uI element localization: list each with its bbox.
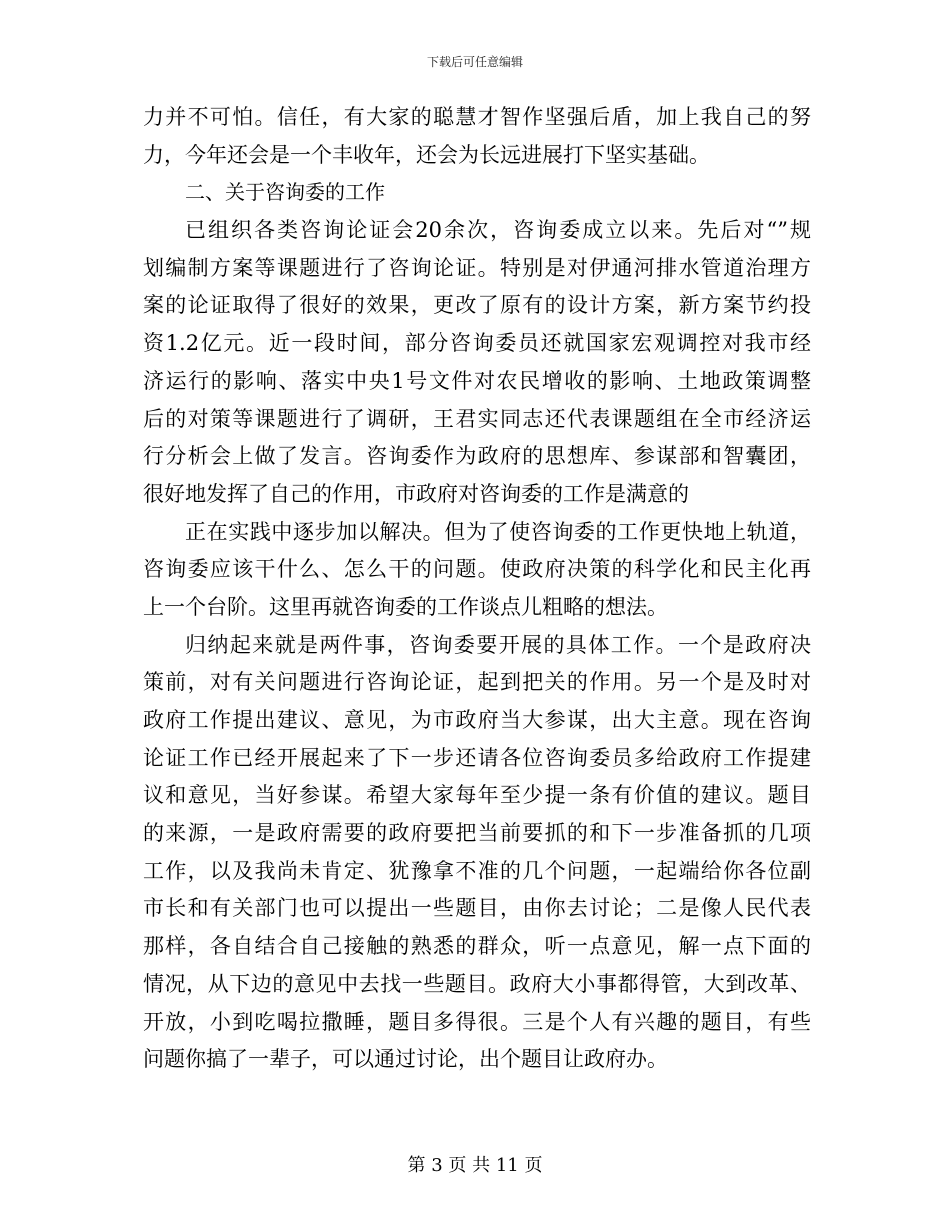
page-number-footer: 第 3 页 共 11 页: [407, 1155, 543, 1176]
paragraph-line: 已组织各类咨询论证会20余次，咨询委成立以来。先后对“”规: [185, 218, 811, 243]
paragraph-line: 议和意见，当好参谋。希望大家每年至少提一条有价值的建议。题目: [143, 783, 811, 808]
paragraph-line: 的来源，一是政府需要的政府要把当前要抓的和下一步准备抓的几项: [143, 821, 811, 846]
paragraph-line: 工作，以及我尚未肯定、犹豫拿不准的几个问题，一起端给你各位副: [143, 858, 811, 883]
paragraph-line: 划编制方案等课题进行了咨询论证。特别是对伊通河排水管道治理方: [143, 255, 811, 280]
paragraph-line: 政府工作提出建议、意见，为市政府当大参谋，出大主意。现在咨询: [143, 708, 811, 732]
paragraph-line: 那样，各自结合自己接触的熟悉的群众，听一点意见，解一点下面的: [143, 934, 811, 959]
paragraph-line: 济运行的影响、落实中央1号文件对农民增收的影响、土地政策调整: [143, 368, 811, 393]
paragraph-line: 情况，从下边的意见中去找一些题目。政府大小事都得管，大到改革、: [143, 971, 811, 996]
document-body: [143, 99, 811, 1079]
paragraph-line: 问题你搞了一辈子，可以通过讨论，出个题目让政府办。: [143, 1047, 668, 1072]
paragraph-line: 正在实践中逐步加以解决。但为了使咨询委的工作更快地上轨道，: [185, 519, 811, 544]
paragraph-line: 市长和有关部门也可以提出一些题目，由你去讨论；二是像人民代表: [143, 896, 811, 921]
paragraph-line: 很好地发挥了自己的作用，市政府对咨询委的工作是满意的: [143, 481, 689, 506]
paragraph-line: 力，今年还会是一个丰收年，还会为长远进展打下坚实基础。: [143, 142, 710, 167]
page-header: 下载后可任意编辑: [426, 55, 523, 69]
paragraph-line: 归纳起来就是两件事，咨询委要开展的具体工作。一个是政府决: [185, 632, 811, 657]
paragraph-line: 开放，小到吃喝拉撒睡，题目多得很。三是个人有兴趣的题目，有些: [143, 1009, 811, 1034]
paragraph-line: 上一个台阶。这里再就咨询委的工作谈点儿粗略的想法。: [143, 594, 668, 619]
paragraph-line: 行分析会上做了发言。咨询委作为政府的思想库、参谋部和智囊团，: [143, 444, 811, 469]
paragraph-line: 论证工作已经开展起来了下一步还请各位咨询委员多给政府工作提建: [143, 745, 811, 770]
paragraph-line: 咨询委应该干什么、怎么干的问题。使政府决策的科学化和民主化再: [143, 557, 811, 582]
paragraph-line: 后的对策等课题进行了调研，王君实同志还代表课题组在全市经济运: [143, 406, 811, 431]
paragraph-line: 力并不可怕。信任，有大家的聪慧才智作坚强后盾，加上我自己的努: [143, 105, 811, 129]
paragraph-line: 资1.2亿元。近一段时间，部分咨询委员还就国家宏观调控对我市经: [143, 331, 811, 356]
section-heading: 二、关于咨询委的工作: [185, 180, 385, 205]
paragraph-line: 案的论证取得了很好的效果，更改了原有的设计方案，新方案节约投: [143, 293, 811, 318]
paragraph-line: 策前，对有关问题进行咨询论证，起到把关的作用。另一个是及时对: [143, 670, 811, 695]
